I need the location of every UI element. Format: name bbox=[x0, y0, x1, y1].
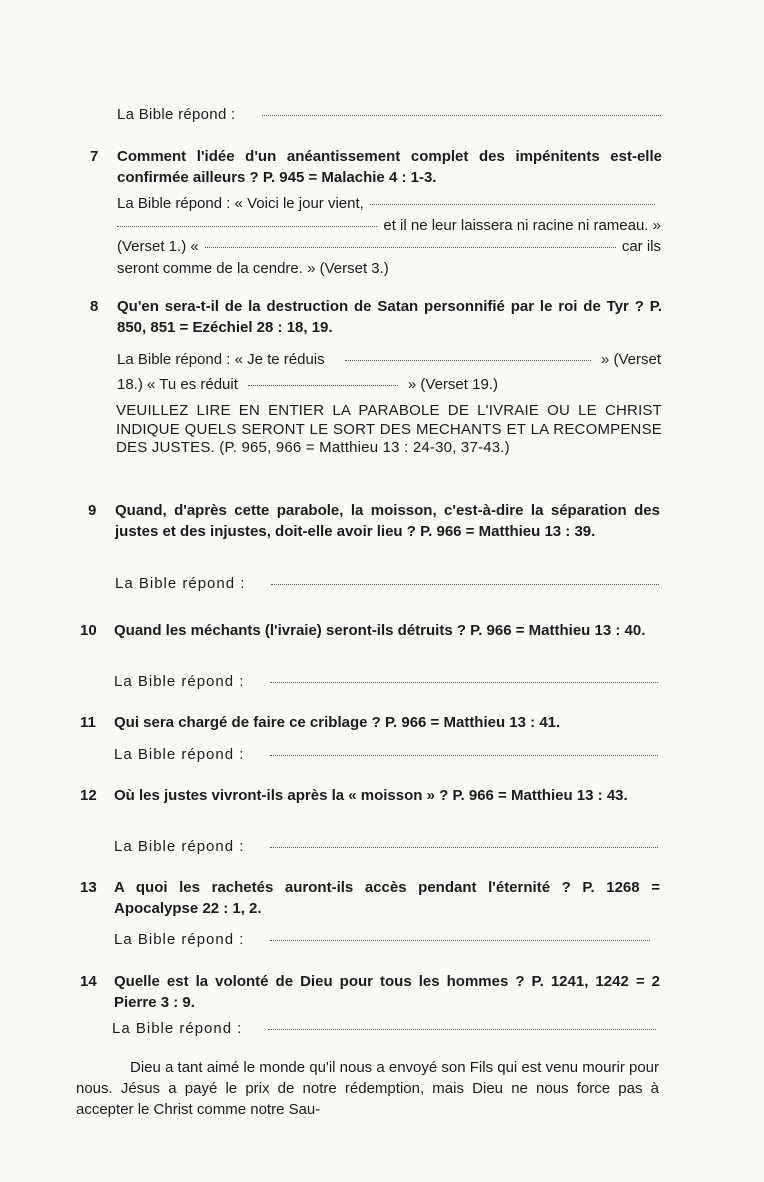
instruction-paragraph: VEUILLEZ LIRE EN ENTIER LA PARABOLE DE L'IVRAIE OU LE CHRIST INDIQUE QUELS SERONT LE SORT DES MECHANTS ET LA RECOMPENSE DES JUSTES. (P. 965, 966 = Matthieu 13 : 24-30, 37-43.) bbox=[116, 402, 662, 456]
answer-blank[interactable] bbox=[271, 583, 659, 585]
question-text: Quand, d'après cette parabole, la moisson, c'est-à-dire la séparation des justes et des injustes, doit-elle avoir lieu ? P. 966 = Matthieu 13 : 39. bbox=[115, 502, 660, 540]
answer-label: La Bible répond : bbox=[112, 1020, 243, 1037]
answer-line-q13 bbox=[114, 929, 650, 951]
question-text: Comment l'idée d'un anéantissement complet des impénitents est-elle confirmée ailleurs ? P. 945 = Malachie 4 : 1-3. bbox=[117, 148, 662, 186]
answer-label: La Bible répond : bbox=[114, 838, 245, 855]
answer-blank[interactable] bbox=[248, 384, 398, 386]
answer-blank[interactable] bbox=[270, 681, 658, 683]
answer-blank[interactable] bbox=[117, 225, 377, 227]
answer-blank[interactable] bbox=[345, 359, 591, 361]
answer-line-q6 bbox=[117, 104, 661, 126]
question-number: 13 bbox=[80, 879, 97, 896]
question-number: 8 bbox=[90, 298, 99, 315]
question-text: Quand les méchants (l'ivraie) seront-ils détruits ? P. 966 = Matthieu 13 : 40. bbox=[114, 622, 646, 639]
question-number: 10 bbox=[80, 622, 97, 639]
answer-line-q9 bbox=[115, 573, 659, 595]
question-text: Qu'en sera-t-il de la destruction de Satan personnifié par le roi de Tyr ? P. 850, 851 = Ezéchiel 28 : 18, 19. bbox=[117, 298, 662, 336]
answer-blank[interactable] bbox=[205, 246, 616, 248]
question-text: Quelle est la volonté de Dieu pour tous les hommes ? P. 1241, 1242 = 2 Pierre 3 : 9. bbox=[114, 973, 660, 1011]
answer-text: La Bible répond : « Voici le jour vient, bbox=[117, 195, 364, 212]
answer-line-q12 bbox=[114, 836, 658, 858]
answer-blank[interactable] bbox=[270, 754, 658, 756]
answer-text: 18.) « Tu es réduit bbox=[117, 376, 238, 393]
answer-text: (Verset 1.) « bbox=[117, 238, 199, 255]
answer-line-q10 bbox=[114, 671, 658, 693]
question-number: 11 bbox=[80, 714, 96, 731]
answer-text: » (Verset bbox=[600, 351, 661, 368]
question-number: 7 bbox=[90, 148, 99, 165]
answer-label: La Bible répond : bbox=[115, 575, 246, 592]
question-number: 14 bbox=[80, 973, 97, 990]
answer-line-q11 bbox=[114, 744, 658, 766]
answer-text: et il ne leur laissera ni racine ni rameau. » bbox=[383, 216, 661, 234]
answer-blank[interactable] bbox=[268, 1028, 656, 1030]
answer-blank[interactable] bbox=[270, 939, 650, 941]
question-number: 12 bbox=[80, 787, 97, 804]
question-text: Qui sera chargé de faire ce criblage ? P. 966 = Matthieu 13 : 41. bbox=[114, 714, 561, 731]
answer-text: » (Verset 19.) bbox=[407, 376, 498, 393]
question-number: 9 bbox=[88, 502, 97, 519]
question-text: A quoi les rachetés auront-ils accès pendant l'éternité ? P. 1268 = Apocalypse 22 : 1, 2. bbox=[114, 879, 660, 917]
answer-blank[interactable] bbox=[370, 203, 655, 205]
question-text: Où les justes vivront-ils après la « moisson » ? P. 966 = Matthieu 13 : 43. bbox=[114, 787, 628, 804]
answer-block-q7 bbox=[117, 193, 661, 279]
answer-text: car ils bbox=[621, 238, 661, 255]
answer-label: La Bible répond : bbox=[114, 673, 245, 690]
answer-block-q8 bbox=[117, 347, 661, 397]
answer-label: La Bible répond : bbox=[117, 106, 236, 123]
answer-blank[interactable] bbox=[262, 114, 661, 116]
answer-text: La Bible répond : « Je te réduis bbox=[117, 351, 325, 368]
closing-paragraph: Dieu a tant aimé le monde qu'il nous a envoyé son Fils qui est venu mourir pour nous. Jésus a payé le prix de notre rédemption, mais Dieu ne nous force pas à accepter le Christ comme notre Sau- bbox=[76, 1059, 659, 1118]
answer-blank[interactable] bbox=[270, 846, 658, 848]
answer-line-q14 bbox=[112, 1018, 656, 1040]
answer-label: La Bible répond : bbox=[114, 746, 245, 763]
answer-label: La Bible répond : bbox=[114, 931, 245, 948]
answer-text: seront comme de la cendre. » (Verset 3.) bbox=[117, 259, 389, 277]
